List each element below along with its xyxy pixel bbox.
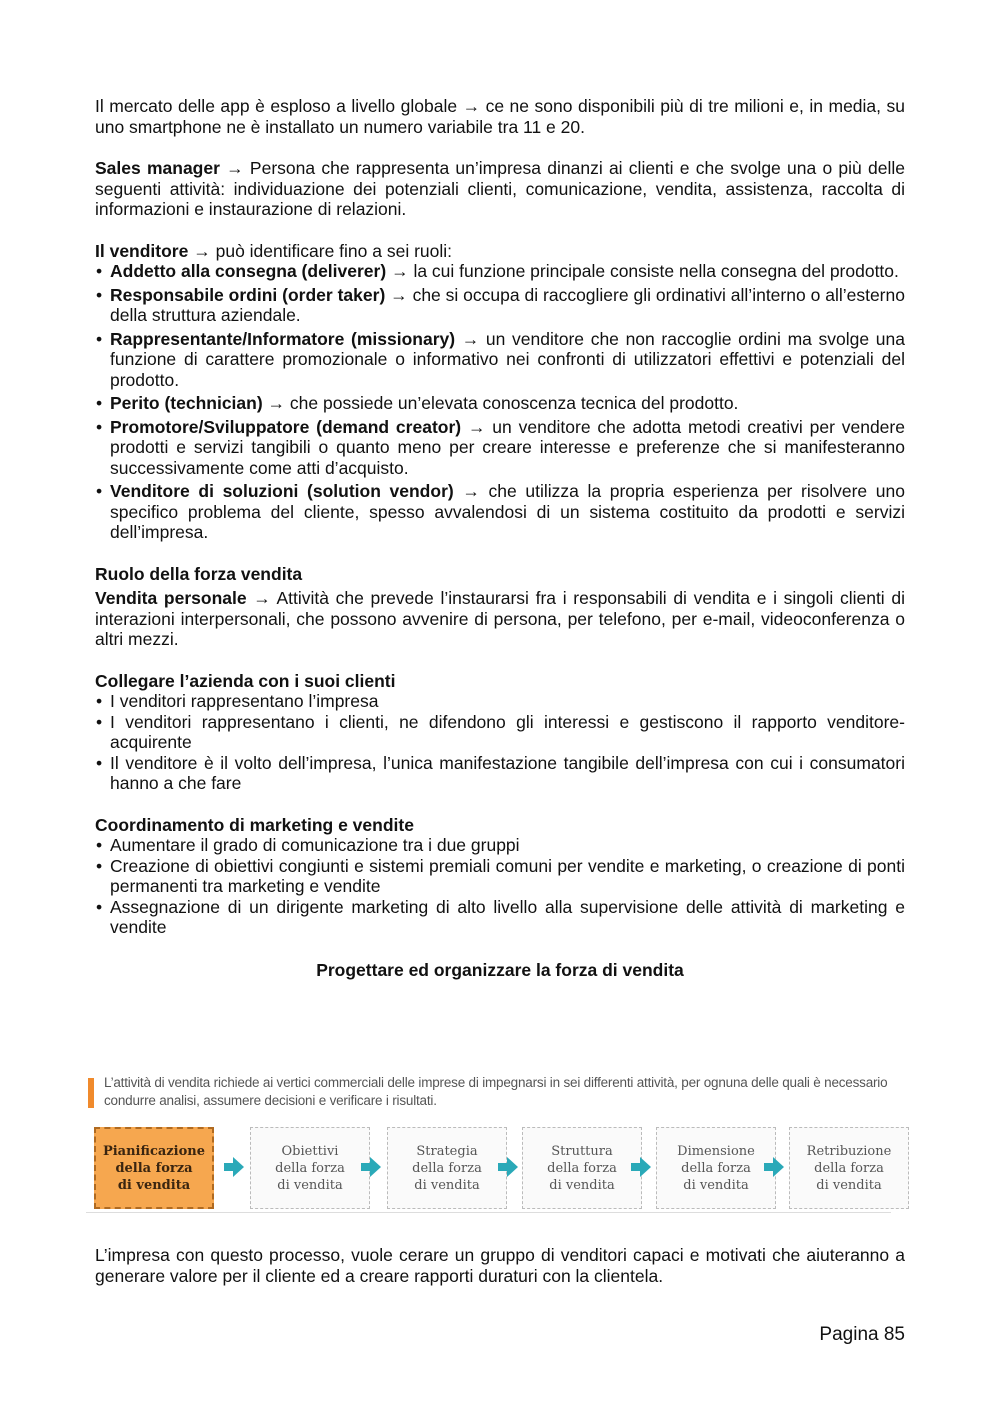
role-name: Venditore di soluzioni (solution vendor) (110, 481, 454, 501)
role-name: Promotore/Sviluppatore (demand creator) (110, 416, 462, 437)
list-item: • Creazione di obiettivi congiunti e sistemi premiali comuni per vendite e marketing, o creazione di ponti permanenti tra marketing e vendite (95, 856, 905, 897)
arrow-icon: → (193, 240, 211, 261)
page-number: Pagina 85 (819, 1324, 905, 1345)
arrow-icon: → (390, 284, 408, 305)
list-item (95, 417, 905, 479)
venditore-section (95, 241, 905, 543)
accent-bar (88, 1078, 94, 1108)
step-box (250, 1127, 370, 1209)
roles-list (95, 261, 905, 543)
closing-paragraph: L’impresa con questo processo, vuole cerare un gruppo di venditori capaci e motivati che aiuteranno a generare valore per il cliente ed a creare rapporti duraturi con la clientela. (95, 1245, 905, 1286)
arrow-icon: → (467, 416, 486, 437)
list-item: • Aumentare il grado di comunicazione tra i due gruppi (95, 835, 905, 856)
process-figure (86, 1072, 901, 1220)
vendita-personale-definition (95, 588, 905, 650)
step-label: Retribuzione della forza di vendita (806, 1143, 892, 1193)
figure-divider (86, 1212, 891, 1213)
section-heading: Collegare l’azienda con i suoi clienti (95, 670, 396, 691)
vendita-personale-term: Vendita personale (95, 588, 247, 608)
step-label: Pianificazione della forza di vendita (102, 1143, 206, 1193)
arrow-icon: → (462, 481, 480, 501)
arrow-icon: → (267, 393, 286, 413)
list-item: • I venditori rappresentano i clienti, ne difendono gli interessi e gestiscono il rapporto venditore-acquirente (95, 712, 905, 753)
coordinamento-section (95, 815, 905, 938)
list-item (95, 261, 905, 282)
venditore-intro-text: può identificare fino a sei ruoli: (215, 240, 452, 261)
ruolo-section (95, 564, 905, 650)
vendita-personale-text: Attività che prevede l’instaurarsi fra i responsabili di vendita e i singoli clienti di interazioni interpersonali, che possono avvenire di persona, per telefono, per e-mail, videoconferenza o altri mezzi. (95, 588, 905, 649)
list-item (95, 285, 905, 326)
arrow-right-icon (498, 1157, 516, 1177)
role-desc: la cui funzione principale consiste nella consegna del prodotto. (413, 261, 899, 281)
role-name: Addetto alla consegna (deliverer) (110, 261, 387, 281)
arrow-right-icon (224, 1157, 242, 1177)
step-label: Dimensione della forza di vendita (677, 1143, 755, 1193)
list-item (95, 481, 905, 543)
arrow-right-icon (361, 1157, 379, 1177)
role-name: Perito (technician) (110, 393, 263, 413)
step-box (387, 1127, 507, 1209)
step-label: Obiettivi della forza di vendita (275, 1143, 345, 1193)
step-box (522, 1127, 642, 1209)
role-name: Responsabile ordini (order taker) (110, 284, 386, 305)
list-item (95, 329, 905, 391)
arrow-right-icon (764, 1157, 782, 1177)
list-item: • I venditori rappresentano l’impresa (95, 691, 905, 712)
role-desc: che si occupa di raccogliere gli ordinativi all’interno o all’esterno della struttura aziendale. (110, 284, 905, 325)
role-desc: che utilizza la propria esperienza per risolvere uno specifico problema del cliente, spesso avvalendosi di un sistema costituito da prodotti e servizi dell’impresa. (110, 481, 905, 542)
list-item: • Il venditore è il volto dell’impresa, l’unica manifestazione tangibile dell’impresa con cui i consumatori hanno a che fare (95, 753, 905, 794)
role-name: Rappresentante/Informatore (missionary) (110, 328, 456, 349)
arrow-right-icon (631, 1157, 649, 1177)
venditore-intro (95, 241, 905, 262)
process-steps (94, 1127, 899, 1212)
figure-caption: L’attività di vendita richiede ai vertici commerciali delle imprese di impegnarsi in sei differenti attività, per ognuna delle quali è necessario condurre analisi, assumere decisioni e verificare i risultati. (104, 1075, 888, 1108)
coordinamento-list (95, 835, 905, 938)
arrow-icon: → (391, 261, 409, 281)
sales-manager-text: Persona che rappresenta un’impresa dinanzi ai clienti e che svolge una o più delle seguenti attività: individuazione dei potenziali clienti, comunicazione, vendita, assistenza, raccolta di informazioni e instaurazione di relazioni. (95, 158, 905, 219)
arrow-icon: → (253, 588, 271, 608)
arrow-icon: → (461, 328, 480, 349)
section-heading: Ruolo della forza vendita (95, 563, 303, 584)
step-box (656, 1127, 776, 1209)
document-body (95, 96, 905, 980)
step-box (94, 1127, 214, 1209)
sales-manager-term: Sales manager (95, 158, 220, 178)
step-label: Struttura della forza di vendita (547, 1143, 617, 1193)
section-heading: Coordinamento di marketing e vendite (95, 814, 414, 835)
sales-manager-definition (95, 158, 905, 220)
arrow-icon: → (226, 158, 244, 178)
intro-paragraph: Il mercato delle app è esploso a livello globale → ce ne sono disponibili più di tre milioni e, in media, su uno smartphone ne è installato un numero variabile tra 11 e 20. (95, 96, 905, 137)
role-desc: che possiede un’elevata conoscenza tecnica del prodotto. (289, 393, 739, 413)
role-desc: un venditore che adotta metodi creativi per vendere prodotti e servizi tangibili o quanto meno per creare interesse e preferenze che si manifesteranno successivamente come atti d’acquisto. (110, 416, 905, 478)
step-box (789, 1127, 909, 1209)
collegare-list (95, 691, 905, 794)
collegare-section (95, 671, 905, 794)
step-label: Strategia della forza di vendita (412, 1143, 482, 1193)
section-title: Progettare ed organizzare la forza di vendita (316, 959, 684, 980)
role-desc: un venditore che non raccoglie ordini ma svolge una funzione di carattere promozionale o informativo nei confronti di utilizzatori effettivi e potenziali del prodotto. (110, 328, 905, 390)
list-item (95, 393, 905, 414)
venditore-term: Il venditore (95, 240, 189, 261)
list-item: • Assegnazione di un dirigente marketing di alto livello alla supervisione delle attività di marketing e vendite (95, 897, 905, 938)
